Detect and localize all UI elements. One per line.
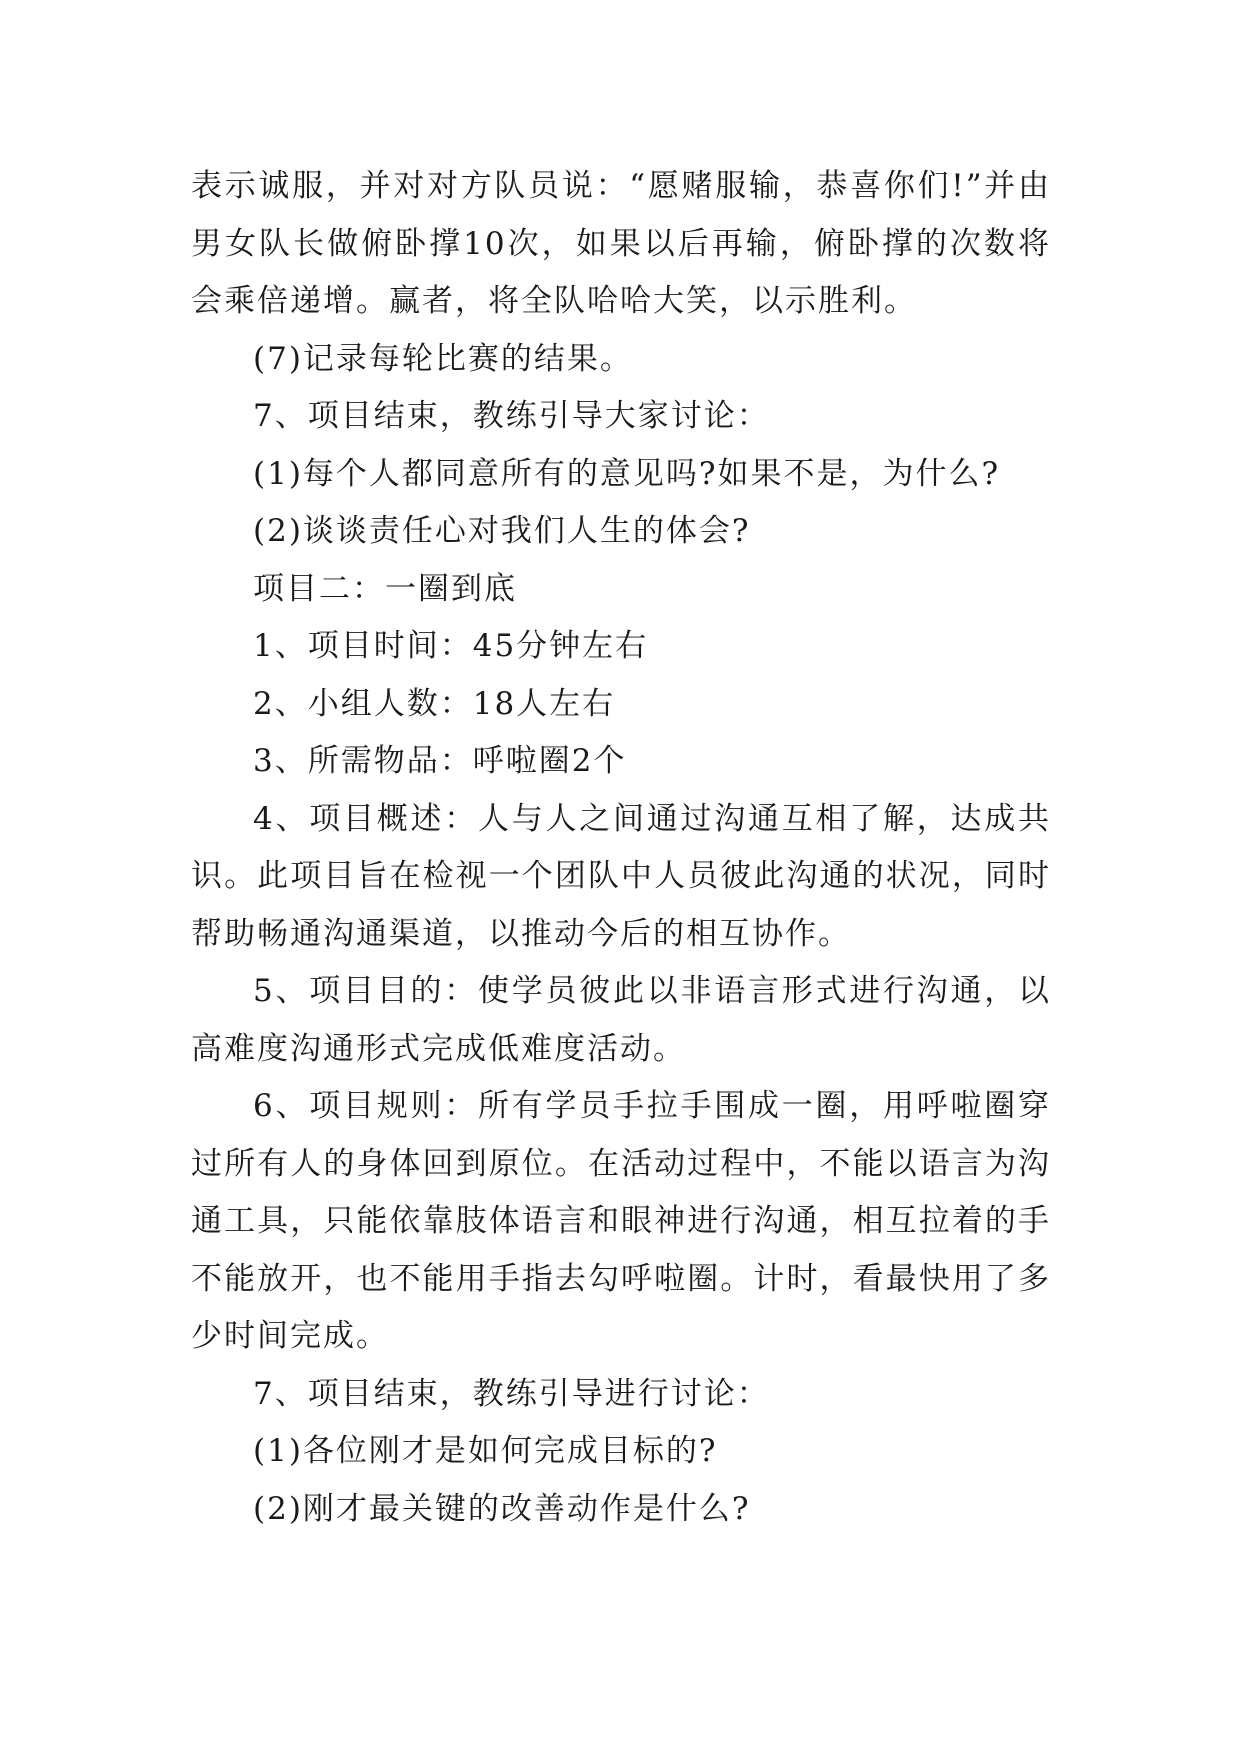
paragraph-project-end-discussion: 7、项目结束，教练引导大家讨论： bbox=[253, 398, 770, 434]
paragraph-record-results: (7)记录每轮比赛的结果。 bbox=[253, 340, 633, 377]
paragraph-discussion-question-2: (2)刚才最关键的改善动作是什么? bbox=[253, 1490, 751, 1527]
paragraph-required-items: 3、所需物品：呼啦圈2个 bbox=[253, 743, 627, 779]
paragraph-project-overview: 4、项目概述：人与人之间通过沟通互相了解，达成共识。此项目旨在检视一个团队中人员彼此沟通的状况，同时帮助畅通沟通渠道，以推动今后的相互协作。 bbox=[191, 800, 1051, 952]
paragraph-question-2: (2)谈谈责任心对我们人生的体会? bbox=[253, 513, 751, 549]
section-heading-project-two: 项目二：一圈到底 bbox=[253, 570, 517, 607]
paragraph-project-time: 1、项目时间：45分钟左右 bbox=[253, 628, 649, 664]
paragraph-project-rules: 6、项目规则：所有学员手拉手围成一圈，用呼啦圈穿过所有人的身体回到原位。在活动过程中，不能以语言为沟通工具，只能依靠肢体语言和眼神进行沟通，相互拉着的手不能放开，也不能用手指去勾呼啦圈。计时，看最快用了多少时间完成。 bbox=[191, 1088, 1051, 1354]
paragraph-question-1: (1)每个人都同意所有的意见吗?如果不是，为什么? bbox=[253, 455, 1001, 492]
paragraph-discussion-question-1: (1)各位刚才是如何完成目标的? bbox=[253, 1433, 718, 1469]
document-body bbox=[191, 158, 1051, 1538]
paragraph-project-purpose: 5、项目目的：使学员彼此以非语言形式进行沟通，以高难度沟通形式完成低难度活动。 bbox=[191, 973, 1051, 1067]
paragraph-project-end-discussion-2: 7、项目结束，教练引导进行讨论： bbox=[253, 1375, 770, 1412]
paragraph-penalty-rule: 表示诚服，并对对方队员说：“愿赌服输，恭喜你们!”并由男女队长做俯卧撑10次，如果以后再输，俯卧撑的次数将会乘倍递增。赢者，将全队哈哈大笑，以示胜利。 bbox=[191, 168, 1051, 319]
paragraph-group-size: 2、小组人数：18人左右 bbox=[253, 685, 616, 722]
